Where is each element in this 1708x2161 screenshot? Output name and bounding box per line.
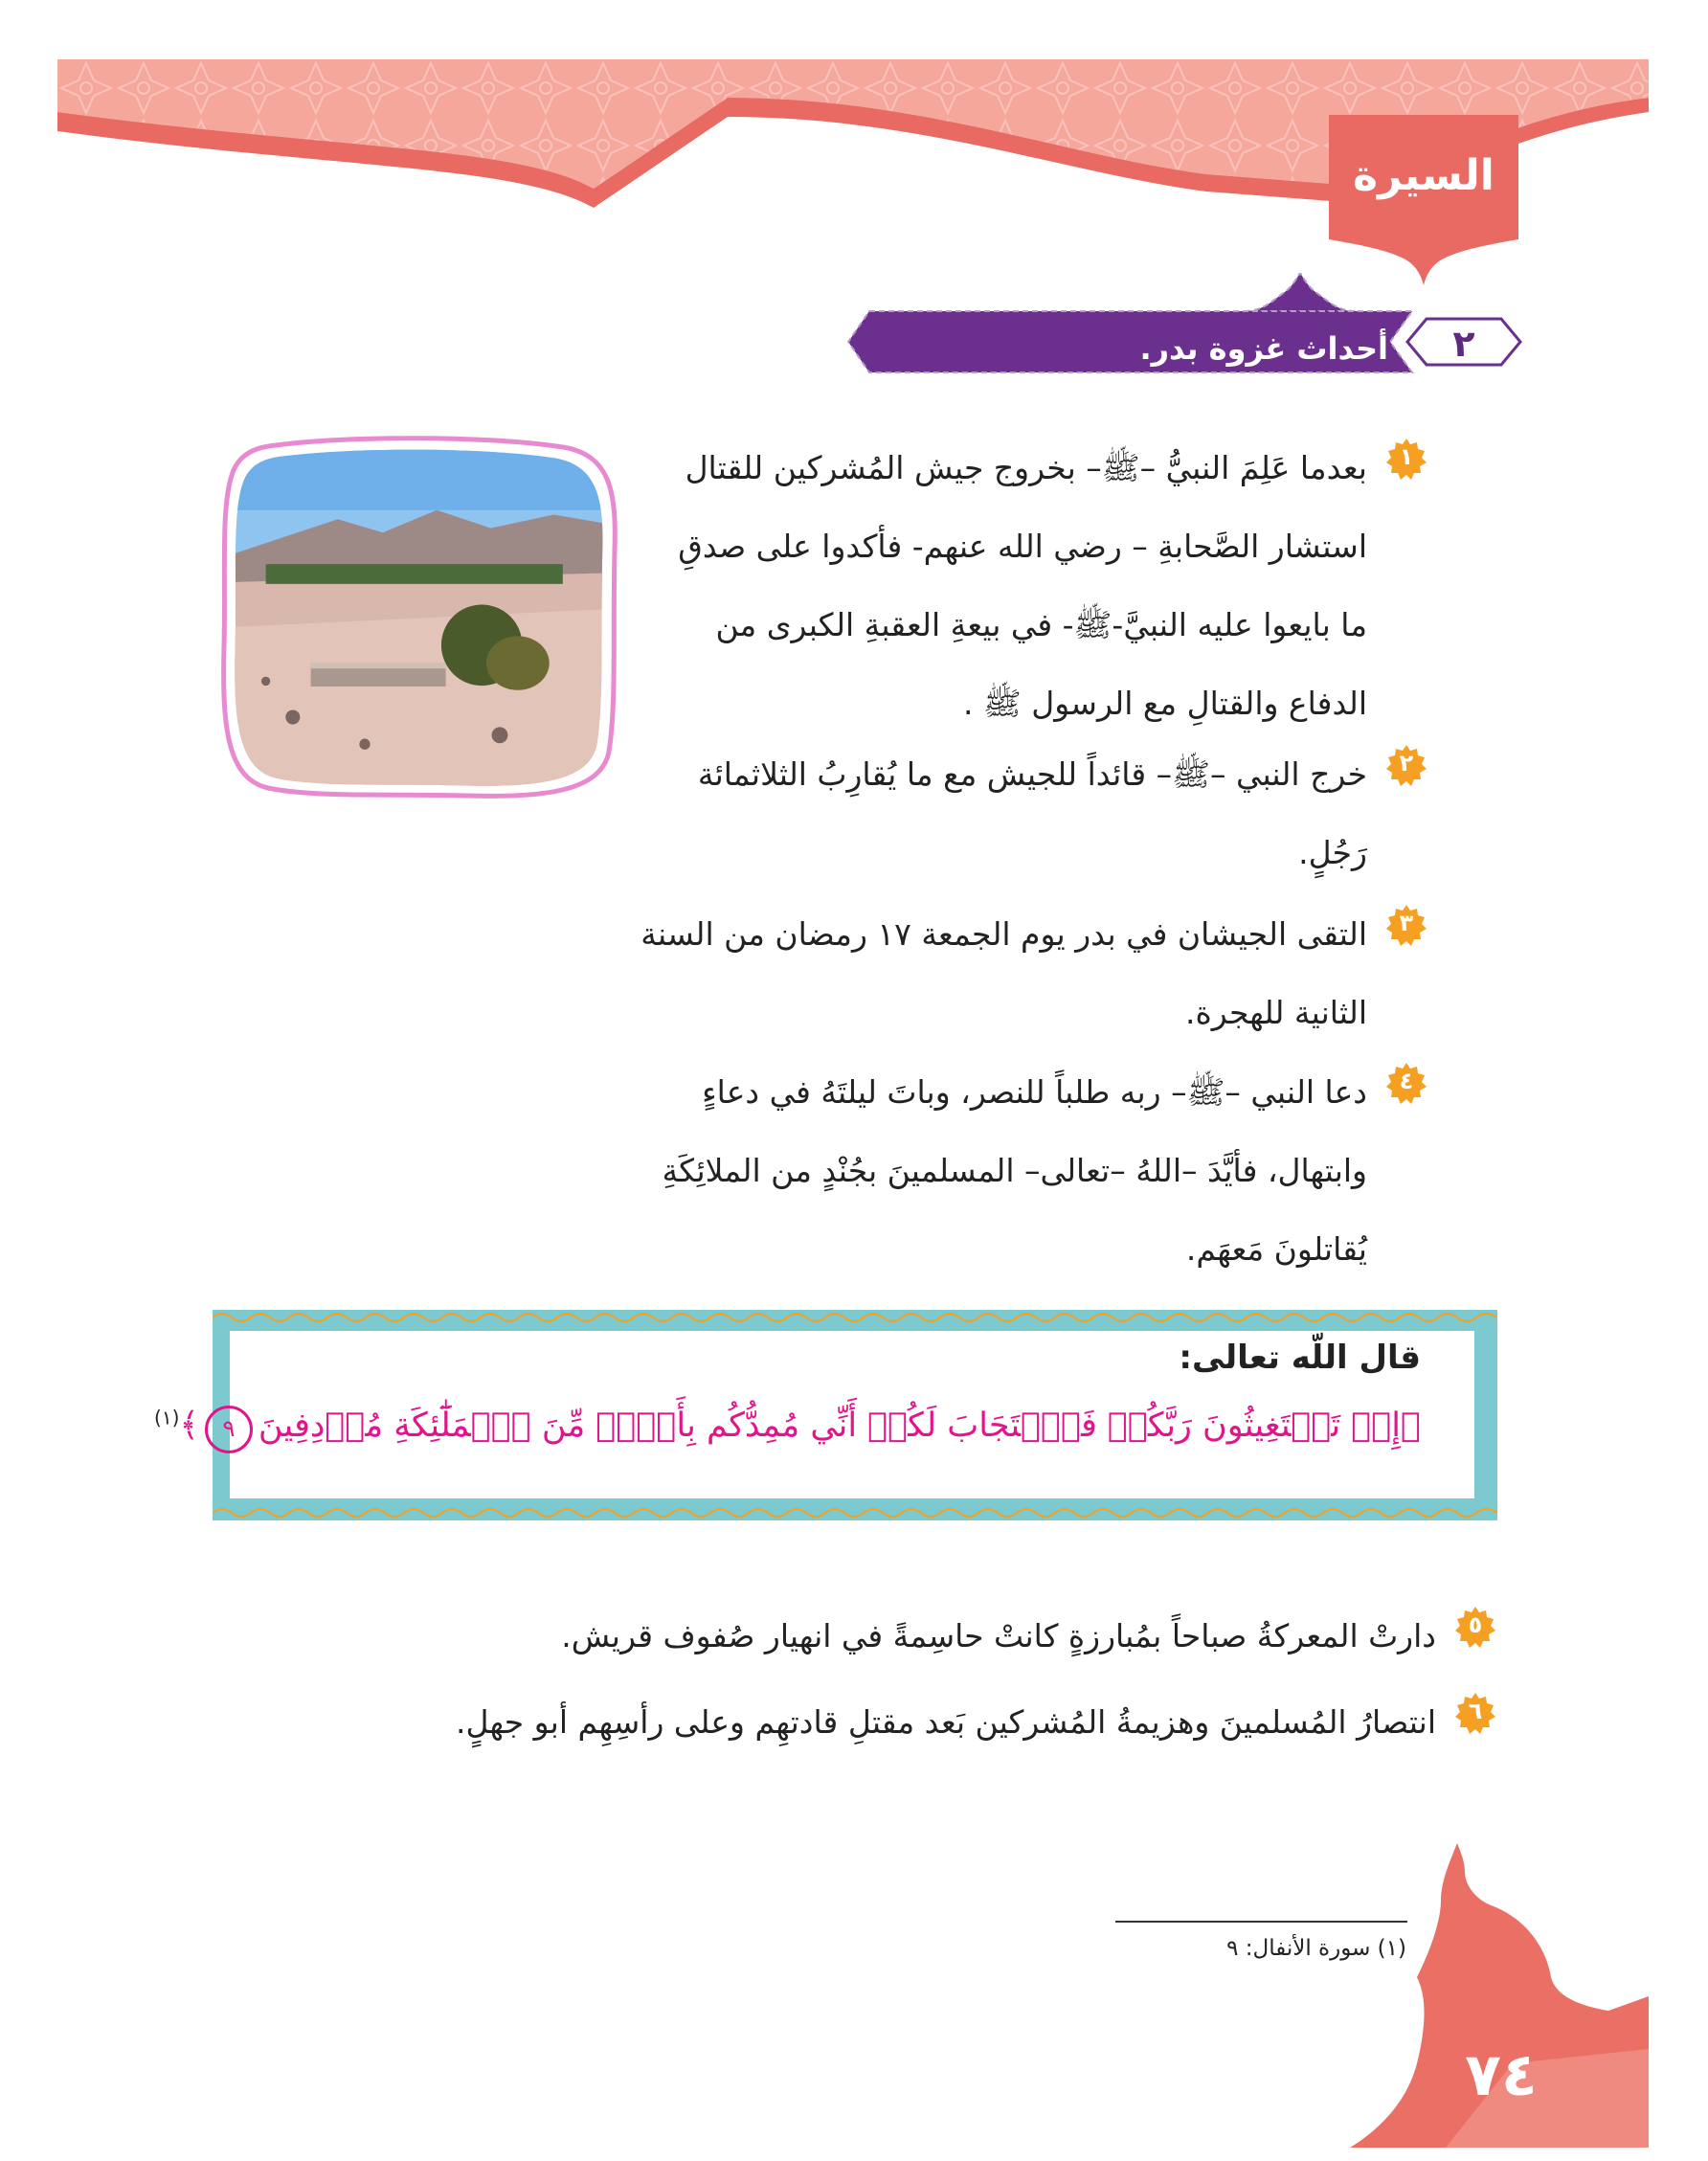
item-number-badge: ٣ [1384, 903, 1428, 947]
verse-open-bracket: ﴿ [1400, 1407, 1421, 1445]
item-text: خرج النبي –ﷺ– قائداً للجيش مع ما يُقارِبُ الثلاثمائة رَجُلٍ. [697, 755, 1367, 871]
item-number-badge: ٤ [1384, 1061, 1428, 1105]
verse-close-bracket: ﴾ [179, 1407, 199, 1445]
section-header [843, 273, 1532, 378]
page-number: ٧٤ [1465, 2039, 1538, 2109]
list-item [672, 735, 1428, 898]
item-number-badge: ١ [1384, 437, 1428, 481]
section-title: أحداث غزوة بدر. [1139, 330, 1388, 367]
item-number-badge: ٥ [1453, 1605, 1497, 1649]
footnote: (١) سورة الأنفال: ٩ [1226, 1936, 1406, 1961]
chapter-title: السيرة [1353, 151, 1494, 200]
badr-site-photo [218, 436, 618, 799]
item-text: التقى الجيشان في بدر يوم الجمعة ١٧ رمضان من السنة الثانية للهجرة. [640, 915, 1367, 1031]
list-item [662, 1053, 1428, 1293]
footnote-ref: (١) [154, 1406, 180, 1429]
list-item [672, 429, 1428, 745]
item-number-badge: ٢ [1384, 743, 1428, 787]
list-item [640, 895, 1428, 1058]
chapter-tab-shape [1329, 115, 1518, 285]
list-item [348, 1597, 1497, 1664]
item-text: دعا النبي –ﷺ– ربه طلباً للنصر، وباتَ ليلتَهُ في دعاءٍ وابتهال، فأيَّدَ –اللهُ –تعالى– المسلمينَ بجُنْدٍ من الملائِكَةِ يُقاتلونَ مَعهَم. [662, 1073, 1367, 1268]
item-text: بعدما عَلِمَ النبيُّ –ﷺ– بخروج جيش المُشركين للقتال استشار الصَّحابةِ – رضي الله عنهم- فأكدوا على صدقِ ما بايعوا عليه النبيَّ-ﷺ- في بيعةِ العقبةِ الكبرى من الدفاع والقتالِ مع الرسول ﷺ . [678, 449, 1367, 722]
ayah-number: ٩ [205, 1406, 253, 1453]
verse-text: إِذۡ تَسۡتَغِيثُونَ رَبَّكُمۡ فَٱسۡتَجَابَ لَكُمۡ أَنِّي مُمِدُّكُم بِأَلۡفٖ مِّنَ ٱلۡمَلَٰٓئِكَةِ مُرۡدِفِينَ [258, 1407, 1401, 1445]
section-number: ٢ [1452, 323, 1475, 365]
quran-verse [154, 1406, 1421, 1453]
quran-intro: قال اللّه تعالى: [1179, 1339, 1421, 1377]
chapter-tab [1329, 115, 1518, 285]
item-text: انتصارُ المُسلمينَ وهزيمةُ المُشركين بَعد مقتلِ قادتهِم وعلى رأسِهِم أبو جهلٍ. [456, 1703, 1436, 1741]
item-text: دارتْ المعركةُ صباحاً بمُبارزةٍ كانتْ حاسِمةً في انهيار صُفوف قريش. [561, 1617, 1436, 1655]
item-number-badge: ٦ [1453, 1691, 1497, 1735]
list-item [348, 1683, 1497, 1750]
